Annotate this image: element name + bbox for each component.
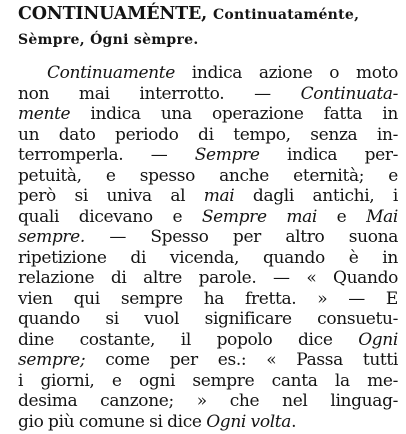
italic-term: Sempre	[194, 145, 260, 165]
text-run: quali dicevano e	[18, 206, 202, 227]
text-run: dagli antichi, i	[234, 186, 398, 206]
body-line	[18, 104, 398, 125]
body-line: un dato periodo di tempo, senza in-	[18, 124, 398, 145]
body-line	[18, 227, 398, 248]
text-run: terromperla. —	[18, 145, 195, 165]
text-run: come per es.: « Passa tutti	[85, 350, 398, 370]
heading-line-1	[18, 2, 398, 28]
text-run: indica azione o moto	[174, 63, 398, 83]
italic-term: mente	[18, 104, 71, 124]
body-line: quando si vuol significare consuetu-	[18, 309, 398, 329]
body-line	[18, 207, 398, 228]
body-line	[18, 186, 398, 207]
heading-line-2	[18, 28, 398, 53]
headword-continuatamente: Continuataménte,	[212, 7, 360, 23]
entry-body	[18, 63, 398, 432]
italic-term: Ogni volta	[206, 411, 292, 432]
text-run: e	[316, 206, 367, 227]
italic-term: Continuata-	[300, 83, 398, 104]
text-run: — Spesso per altro suona	[84, 227, 398, 247]
text-run: indica una operazione fatta in	[70, 104, 398, 124]
italic-term: Continuamente	[47, 63, 175, 83]
text-run: non mai interrotto. —	[18, 83, 301, 104]
body-line: petuità, e spesso anche eternità; e	[18, 165, 398, 186]
headword-continuamente: CONTINUAMÉNTE,	[18, 4, 213, 24]
body-line: i giorni, e ogni sempre canta la me-	[18, 370, 398, 391]
body-line	[18, 330, 398, 351]
body-line	[18, 412, 398, 433]
entry-heading	[18, 2, 398, 53]
body-line	[18, 145, 398, 166]
body-line	[18, 350, 398, 371]
body-line	[18, 84, 398, 105]
body-line	[18, 63, 398, 84]
italic-term: Sempre mai	[201, 206, 317, 227]
italic-term: sempre;	[18, 350, 86, 370]
text-run: indica per-	[259, 145, 398, 165]
headword-ogni-sempre: Ógni sèmpre.	[90, 32, 199, 48]
body-line: ripetizione di vicenda, quando è in	[18, 247, 398, 268]
italic-term: Ogni	[358, 329, 398, 350]
headword-sempre: Sèmpre,	[18, 32, 91, 48]
italic-term: Mai	[366, 206, 398, 227]
text-run: .	[291, 411, 297, 432]
body-line: desima canzone; » che nel linguag-	[18, 391, 398, 411]
italic-term: mai	[203, 186, 235, 206]
italic-term: sempre.	[18, 227, 85, 247]
text-run: gio più comune si dice	[18, 411, 207, 432]
body-line: vien qui sempre ha fretta. » — E	[18, 288, 398, 309]
body-line: relazione di altre parole. — « Quando	[18, 268, 398, 288]
text-run: però si univa al	[18, 186, 204, 206]
text-run: dine costante, il popolo dice	[18, 329, 359, 350]
